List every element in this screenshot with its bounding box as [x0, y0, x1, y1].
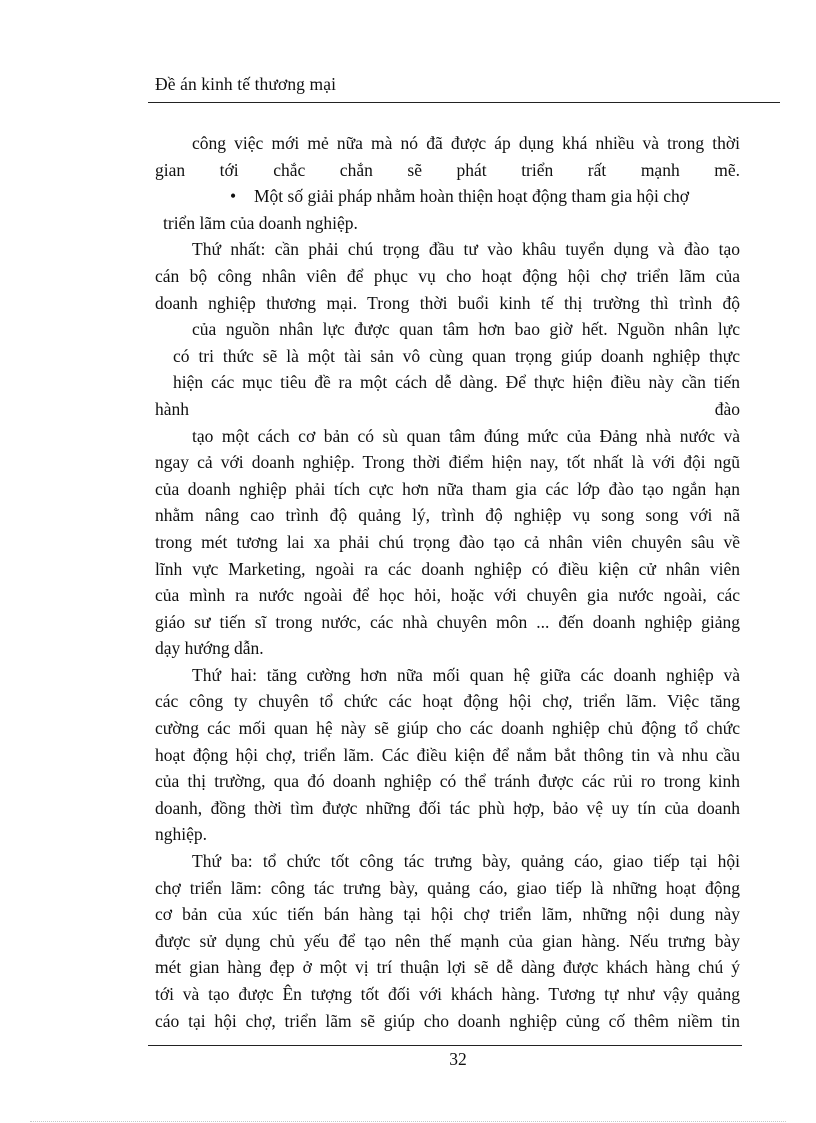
text-line: hành đào	[155, 398, 740, 419]
header-divider	[148, 102, 780, 103]
text-line: có tri thức sẽ là một tài sản vô cùng quan trọng giúp doanh nghiệp thực	[173, 345, 740, 366]
text-line: của thị trường, qua đó doanh nghiệp có thể tránh được các rủi ro trong kinh	[155, 771, 740, 792]
text-line: hiện các mục tiêu đề ra một cách dễ dàng. Để thực hiện điều này cần tiến	[173, 372, 740, 393]
text-line: gian tới chắc chắn sẽ phát triển rất mạnh mẽ.	[155, 159, 740, 180]
text-line: lĩnh vực Marketing, ngoài ra các doanh nghiệp có điều kiện cử nhân viên	[155, 558, 740, 579]
text-line: Thứ nhất: cần phải chú trọng đầu tư vào khâu tuyển dụng và đào tạo	[192, 239, 740, 260]
text-line: ngay cả với doanh nghiệp. Trong thời điểm hiện nay, tốt nhất là với đội ngũ	[155, 452, 740, 473]
text-line: trong mét tương lai xa phải chú trọng đào tạo cả nhân viên chuyên sâu về	[155, 531, 740, 552]
text-line: mét gian hàng đẹp ở một vị trí thuận lợi sẽ dễ dàng được khách hàng chú ý	[155, 957, 740, 978]
text-line: giáo sư tiến sĩ trong nước, các nhà chuyên môn ... đến doanh nghiệp giảng	[155, 611, 740, 632]
text-line: triển lãm của doanh nghiệp.	[163, 212, 358, 233]
text-line: Thứ hai: tăng cường hơn nữa mối quan hệ giữa các doanh nghiệp và	[192, 664, 740, 685]
text-line: các công ty chuyên tổ chức các hoạt động hội chợ, triển lãm. Việc tăng	[155, 691, 740, 712]
text-line: cán bộ công nhân viên để phục vụ cho hoạt động hội chợ triển lãm của	[155, 265, 740, 286]
footer-divider	[148, 1045, 742, 1046]
text-line: công việc mới mẻ nữa mà nó đã được áp dụng khá nhiều và trong thời	[192, 133, 740, 153]
bullet-icon: •	[230, 186, 237, 207]
body-text	[155, 130, 740, 1034]
text-line: được sử dụng chủ yếu để tạo nên thế mạnh của gian hàng. Nếu trưng bày	[155, 930, 740, 951]
text-line: cường các mối quan hệ này sẽ giúp cho các doanh nghiệp chủ động tổ chức	[155, 718, 740, 739]
text-line: của mình ra nước ngoài để học hỏi, hoặc với chuyên gia nước ngoài, các	[155, 585, 740, 606]
text-line: dạy hướng dẫn.	[155, 638, 264, 659]
page-bottom-edge	[30, 1121, 786, 1122]
text-line: cơ bản của xúc tiến bán hàng tại hội chợ triển lãm, những nội dung này	[155, 904, 740, 925]
page-header-title: Đề án kinh tế thương mại	[155, 74, 337, 94]
text-line: cáo tại hội chợ, triển lãm sẽ giúp cho doanh nghiệp củng cố thêm niềm tin	[155, 1010, 740, 1031]
text-line: của nguồn nhân lực được quan tâm hơn bao giờ hết. Nguồn nhân lực	[192, 319, 740, 340]
bullet-item-text: Một số giải pháp nhằm hoàn thiện hoạt động tham gia hội chợ	[254, 186, 690, 207]
text-line: tới và tạo được Ên tượng tốt đối với khách hàng. Tương tự như vậy quảng	[155, 984, 740, 1004]
text-line: của doanh nghiệp phải tích cực hơn nữa tham gia các lớp đào tạo ngắn hạn	[155, 478, 740, 499]
text-line: nhằm nâng cao trình độ quảng lý, trình độ nghiệp vụ song song với nã	[155, 505, 740, 526]
text-line: chợ triển lãm: công tác trưng bày, quảng cáo, giao tiếp là những hoạt động	[155, 877, 740, 898]
text-line: doanh nghiệp thương mại. Trong thời buổi kinh tế thị trường thì trình độ	[155, 292, 740, 313]
text-line: Thứ ba: tổ chức tốt công tác trưng bày, quảng cáo, giao tiếp tại hội	[192, 851, 740, 872]
page-number: 32	[449, 1049, 467, 1069]
bullet-item	[155, 183, 740, 210]
text-line: hoạt động hội chợ, triển lãm. Các điều kiện để nắm bắt thông tin và nhu cầu	[155, 744, 740, 765]
text-line: doanh, đồng thời tìm được những đối tác phù hợp, bảo vệ uy tín của doanh	[155, 797, 740, 818]
text-line: nghiệp.	[155, 824, 208, 845]
text-line: tạo một cách cơ bản có sù quan tâm đúng mức của Đảng nhà nước và	[192, 425, 740, 446]
